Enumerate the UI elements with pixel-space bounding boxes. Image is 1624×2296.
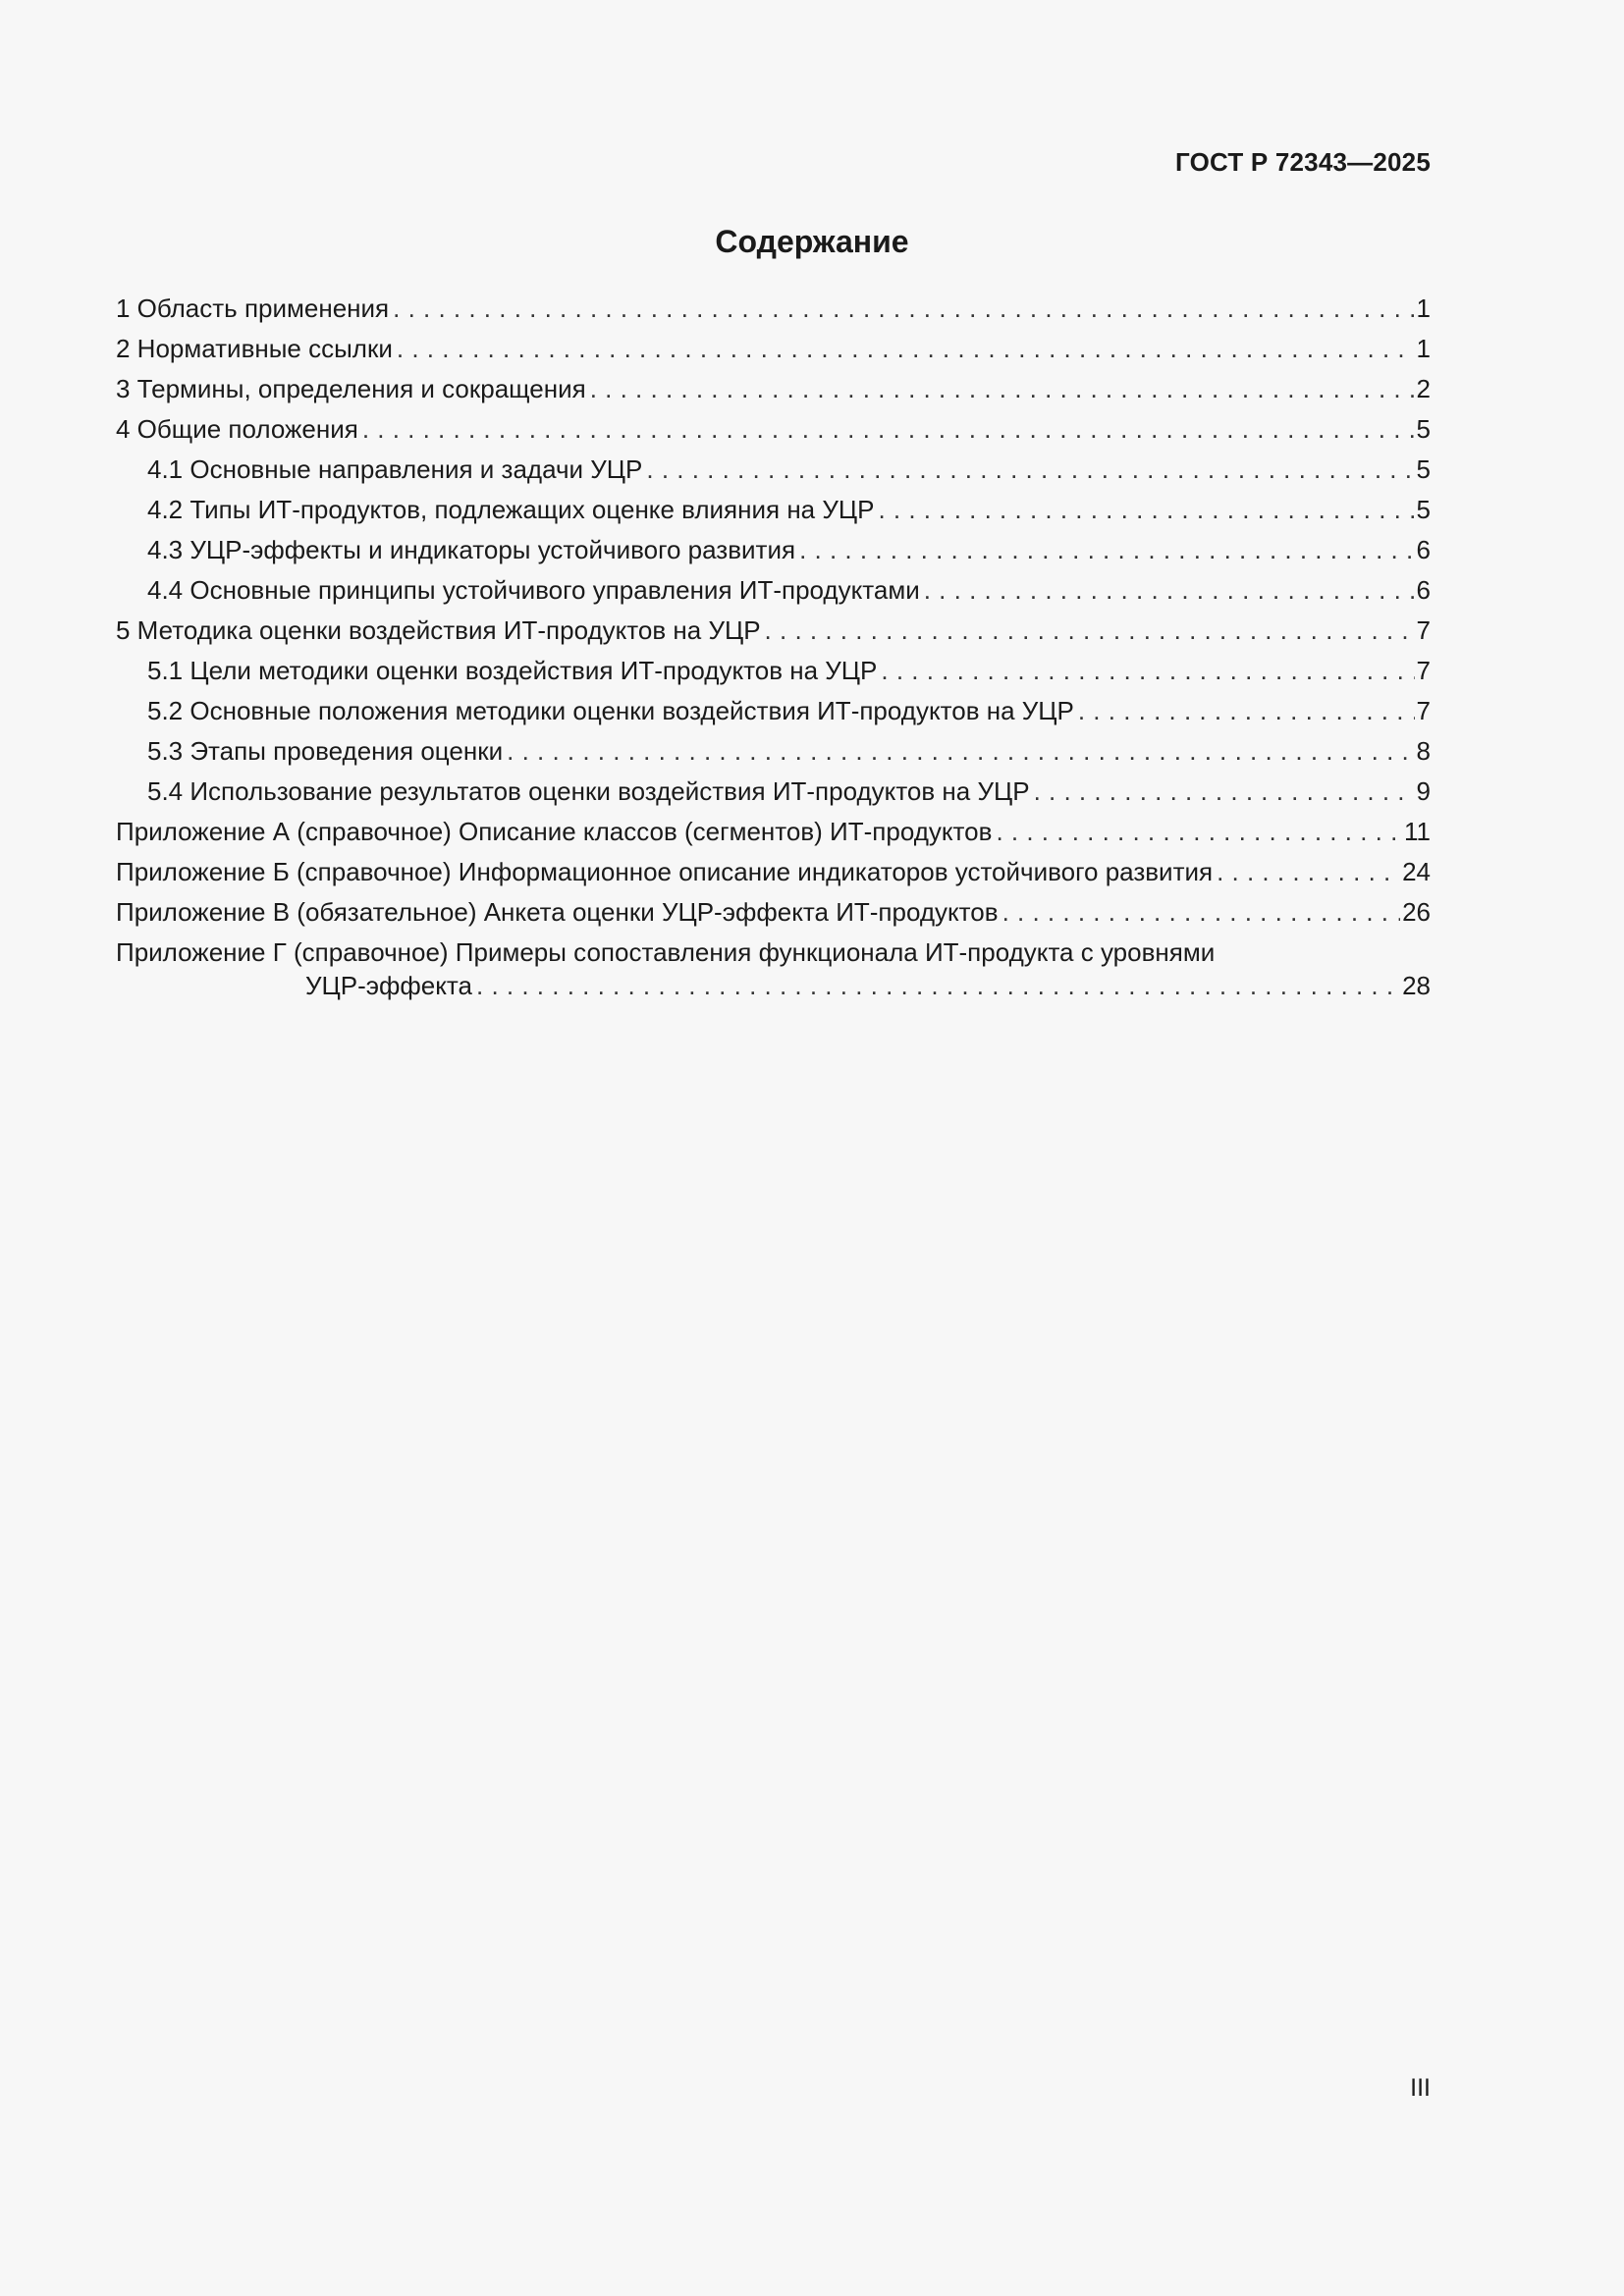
toc-leader xyxy=(1217,855,1400,888)
toc-leader xyxy=(1034,774,1415,808)
toc-item-page: 5 xyxy=(1416,495,1431,524)
toc-item[interactable] xyxy=(116,727,1431,768)
toc-item-label: 4.2 Типы ИТ-продуктов, подлежащих оценке влияния на УЦР xyxy=(147,495,875,524)
toc-item-page: 6 xyxy=(1416,575,1431,605)
toc-item-label: Приложение Б (справочное) Информационное описание индикаторов устойчивого развития xyxy=(116,857,1214,886)
toc-item-page: 6 xyxy=(1416,535,1431,564)
toc-leader xyxy=(393,292,1414,325)
toc-item[interactable] xyxy=(116,486,1431,526)
toc-item[interactable] xyxy=(116,285,1431,325)
toc-item[interactable] xyxy=(116,888,1431,929)
toc-item[interactable] xyxy=(116,526,1431,566)
toc-item-page: 5 xyxy=(1416,454,1431,484)
toc-leader xyxy=(765,614,1415,647)
toc-item[interactable] xyxy=(116,607,1431,647)
toc-leader xyxy=(1002,895,1401,929)
toc-item-page: 24 xyxy=(1402,857,1431,886)
toc-item-page: 8 xyxy=(1416,736,1431,766)
toc-item-label: Приложение А (справочное) Описание классов (сегментов) ИТ-продуктов xyxy=(116,817,993,846)
toc-item-page: 7 xyxy=(1416,696,1431,725)
toc-item-label: 1 Область применения xyxy=(116,294,390,323)
toc-item-page: 7 xyxy=(1416,656,1431,685)
toc-list xyxy=(116,285,1431,1002)
toc-leader xyxy=(646,453,1414,486)
toc-item-label: 5 Методика оценки воздействия ИТ-продуктов на УЦР xyxy=(116,615,761,645)
toc-item-appendix-g[interactable] xyxy=(116,935,1431,1002)
toc-item-page: 11 xyxy=(1404,817,1431,846)
toc-item[interactable] xyxy=(116,768,1431,808)
toc-leader xyxy=(799,533,1414,566)
toc-item-label: 4 Общие положения xyxy=(116,414,358,444)
toc-item-page: 28 xyxy=(1402,971,1431,1000)
toc-item-label: Приложение В (обязательное) Анкета оценки УЦР-эффекта ИТ-продуктов xyxy=(116,897,999,927)
toc-leader xyxy=(507,734,1414,768)
toc-item-label: 4.4 Основные принципы устойчивого управления ИТ-продуктами xyxy=(147,575,920,605)
toc-leader xyxy=(590,372,1415,405)
toc-item-label: 5.3 Этапы проведения оценки xyxy=(147,736,504,766)
toc-leader xyxy=(924,573,1415,607)
toc-item-label: 3 Термины, определения и сокращения xyxy=(116,374,586,403)
toc-item-label: 4.3 УЦР-эффекты и индикаторы устойчивого развития xyxy=(147,535,796,564)
toc-item[interactable] xyxy=(116,687,1431,727)
toc-item[interactable] xyxy=(116,848,1431,888)
toc-title: Содержание xyxy=(715,224,909,259)
toc-item-page: 7 xyxy=(1416,615,1431,645)
toc-item-page: 9 xyxy=(1416,776,1431,806)
toc-item-label: 4.1 Основные направления и задачи УЦР xyxy=(147,454,643,484)
toc-item-page: 1 xyxy=(1416,294,1431,323)
toc-item-label: 5.2 Основные положения методики оценки воздействия ИТ-продуктов на УЦР xyxy=(147,696,1074,725)
toc-leader xyxy=(397,332,1415,365)
toc-item-continuation xyxy=(116,969,1431,1002)
document-code: ГОСТ Р 72343—2025 xyxy=(1175,147,1431,177)
page-number: III xyxy=(1410,2074,1431,2102)
toc-item-page: 5 xyxy=(1416,414,1431,444)
toc-item-label: 5.4 Использование результатов оценки воздействия ИТ-продуктов на УЦР xyxy=(147,776,1030,806)
toc-item-page: 1 xyxy=(1416,334,1431,363)
toc-item[interactable] xyxy=(116,365,1431,405)
toc-item[interactable] xyxy=(116,405,1431,446)
toc-item-label: 5.1 Цели методики оценки воздействия ИТ-продуктов на УЦР xyxy=(147,656,878,685)
toc-item-page: 26 xyxy=(1402,897,1431,927)
toc-item-label: 2 Нормативные ссылки xyxy=(116,334,393,363)
toc-item-page: 2 xyxy=(1416,374,1431,403)
toc-item[interactable] xyxy=(116,808,1431,848)
toc-leader xyxy=(996,815,1402,848)
toc-leader xyxy=(878,493,1414,526)
toc-item[interactable] xyxy=(116,647,1431,687)
toc-item[interactable] xyxy=(116,446,1431,486)
toc-leader xyxy=(476,969,1400,1002)
toc-leader xyxy=(881,654,1414,687)
toc-item[interactable] xyxy=(116,566,1431,607)
toc-leader xyxy=(362,412,1415,446)
toc-item-label-continued: УЦР-эффекта xyxy=(305,971,473,1000)
toc-item-label: Приложение Г (справочное) Примеры сопоставления функционала ИТ-продукта с уровнями xyxy=(116,937,1216,967)
toc-item[interactable] xyxy=(116,325,1431,365)
toc-leader xyxy=(1078,694,1415,727)
